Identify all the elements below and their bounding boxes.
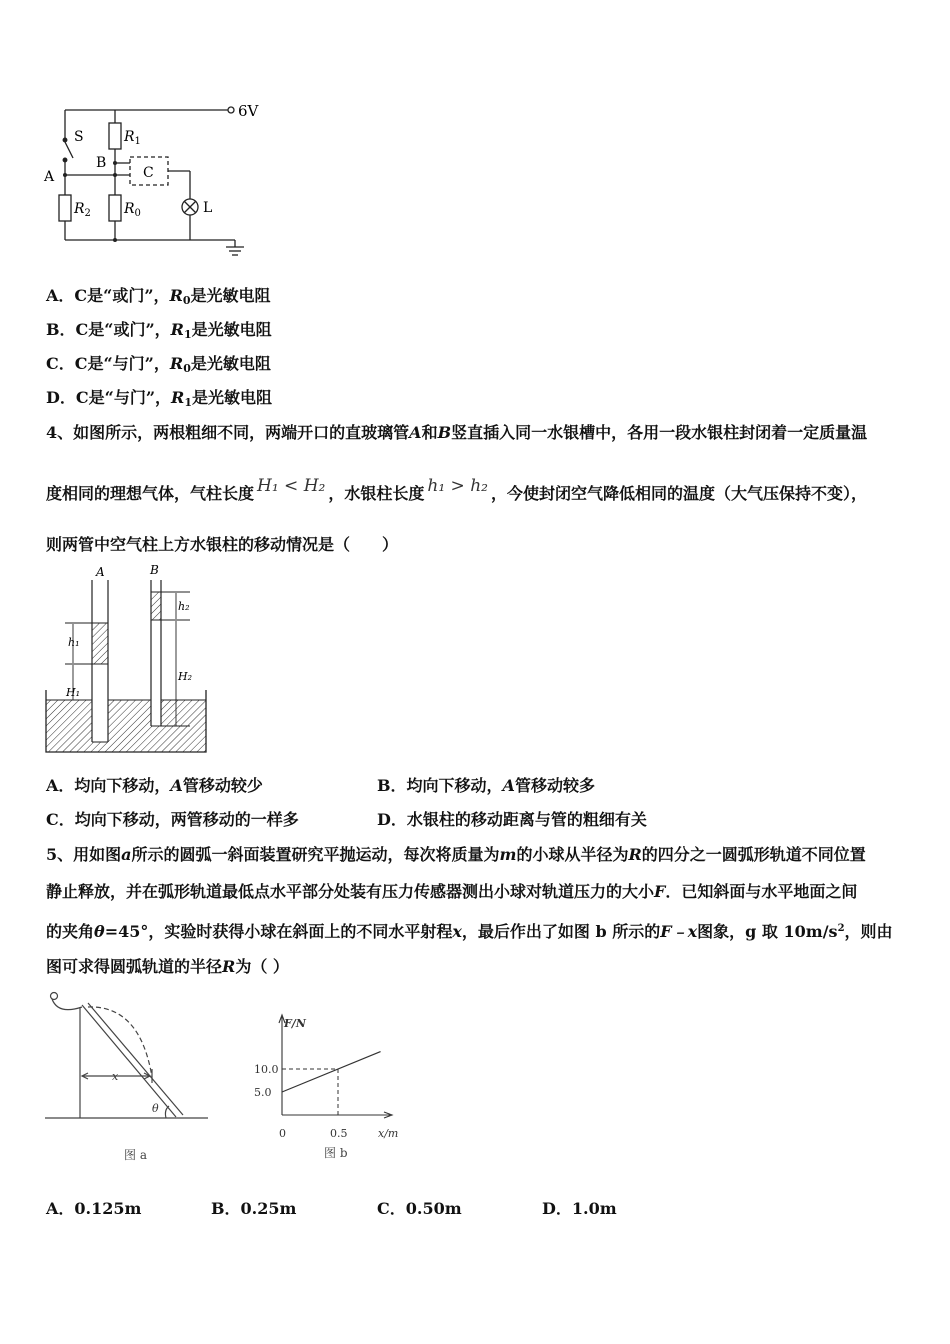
gate-label: C	[143, 165, 154, 181]
x-tick-label: 0	[279, 1127, 286, 1140]
q3-option-c[interactable]: C．C是“与门”，$R_0$是光敏电阻	[46, 354, 271, 375]
r2-label: R	[74, 201, 85, 217]
node-a-label: A	[44, 169, 55, 185]
h2-label: h₂	[178, 600, 190, 613]
lamp-label: L	[203, 200, 213, 216]
q3-option-a[interactable]: A．C是“或门”，$R_0$是光敏电阻	[46, 286, 271, 307]
y-tick-label: 5.0	[254, 1086, 272, 1099]
q4-option-d[interactable]: D．水银柱的移动距离与管的粗细有关	[377, 810, 647, 829]
q3-option-d[interactable]: D．C是“与门”，$R_1$是光敏电阻	[46, 388, 272, 409]
svg-text:R1	[123, 129, 141, 147]
q4-option-a[interactable]: A．均向下移动，A管移动较少	[46, 776, 263, 795]
q4-option-b[interactable]: B．均向下移动，A管移动较多	[377, 776, 595, 795]
supply-label: 6V	[238, 102, 259, 120]
fig-a-caption: 图 a	[124, 1148, 147, 1162]
q4-option-c[interactable]: C．均向下移动，两管移动的一样多	[46, 810, 299, 829]
svg-text:R0	[123, 201, 141, 219]
circuit-diagram	[40, 95, 260, 270]
q5-option-c[interactable]: C．0.50m	[377, 1199, 462, 1218]
node-b-label: B	[96, 155, 107, 171]
tube-a-label: A	[96, 565, 105, 579]
q5-option-a[interactable]: A．0.125m	[46, 1199, 142, 1218]
q4-stem-line3: 则两管中空气柱上方水银柱的移动情况是（ ）	[46, 535, 399, 554]
y-axis-label: F/N	[284, 1017, 306, 1030]
q5-stem-line2: 静止释放，并在弧形轨道最低点水平部分处装有压力传感器测出小球对轨道压力的大小F．已知斜面与水平地面之间	[46, 882, 858, 901]
x-axis-label: x/m	[378, 1127, 399, 1140]
theta-label: θ	[152, 1102, 159, 1115]
svg-text:R2	[73, 201, 91, 219]
q4-stem-line2: 度相同的理想气体，气柱长度 H₁ < H₂ ，水银柱长度 h₁ > h₂ ，今使封闭空气降低相同的温度（大气压保持不变），	[46, 476, 867, 503]
x-tick-label: 0.5	[330, 1127, 348, 1140]
r0-label: R	[124, 201, 135, 217]
mercury-tube-figure	[40, 562, 215, 757]
fig-b-caption: 图 b	[324, 1146, 348, 1160]
arc-incline-figure	[40, 985, 215, 1165]
q5-stem-line1: 5、用如图a所示的圆弧一斜面装置研究平抛运动，每次将质量为m的小球从半径为R的四分之一圆弧形轨道不同位置	[46, 845, 866, 864]
q5-option-d[interactable]: D．1.0m	[542, 1199, 617, 1218]
q4-stem-line1: 4、如图所示，两根粗细不同，两端开口的直玻璃管A和B竖直插入同一水银槽中，各用一段水银柱封闭着一定质量温	[46, 423, 868, 442]
q3-option-b[interactable]: B．C是“或门”，$R_1$是光敏电阻	[46, 320, 272, 341]
q5-stem-line4: 图可求得圆弧轨道的半径R为（ ）	[46, 957, 289, 976]
q5-option-b[interactable]: B．0.25m	[211, 1199, 297, 1218]
H1-label: H₁	[66, 686, 81, 699]
r0-sub: 0	[134, 208, 141, 219]
r1-sub: 1	[134, 136, 141, 147]
f-x-chart	[240, 1005, 415, 1165]
y-tick-label: 10.0	[254, 1063, 279, 1076]
tube-b-label: B	[150, 563, 159, 577]
switch-label: S	[74, 129, 84, 145]
r2-sub: 2	[84, 208, 91, 219]
range-x-label: x	[112, 1070, 119, 1083]
r1-label: R	[124, 129, 135, 145]
q5-stem-line3: 的夹角θ=45°，实验时获得小球在斜面上的不同水平射程x，最后作出了如图 b 所示的F﹣x图象，g 取 $10m/s^2$，则由	[46, 922, 893, 941]
H2-label: H₂	[178, 670, 193, 683]
series-line	[282, 1052, 381, 1092]
h1-label: h₁	[68, 636, 80, 649]
